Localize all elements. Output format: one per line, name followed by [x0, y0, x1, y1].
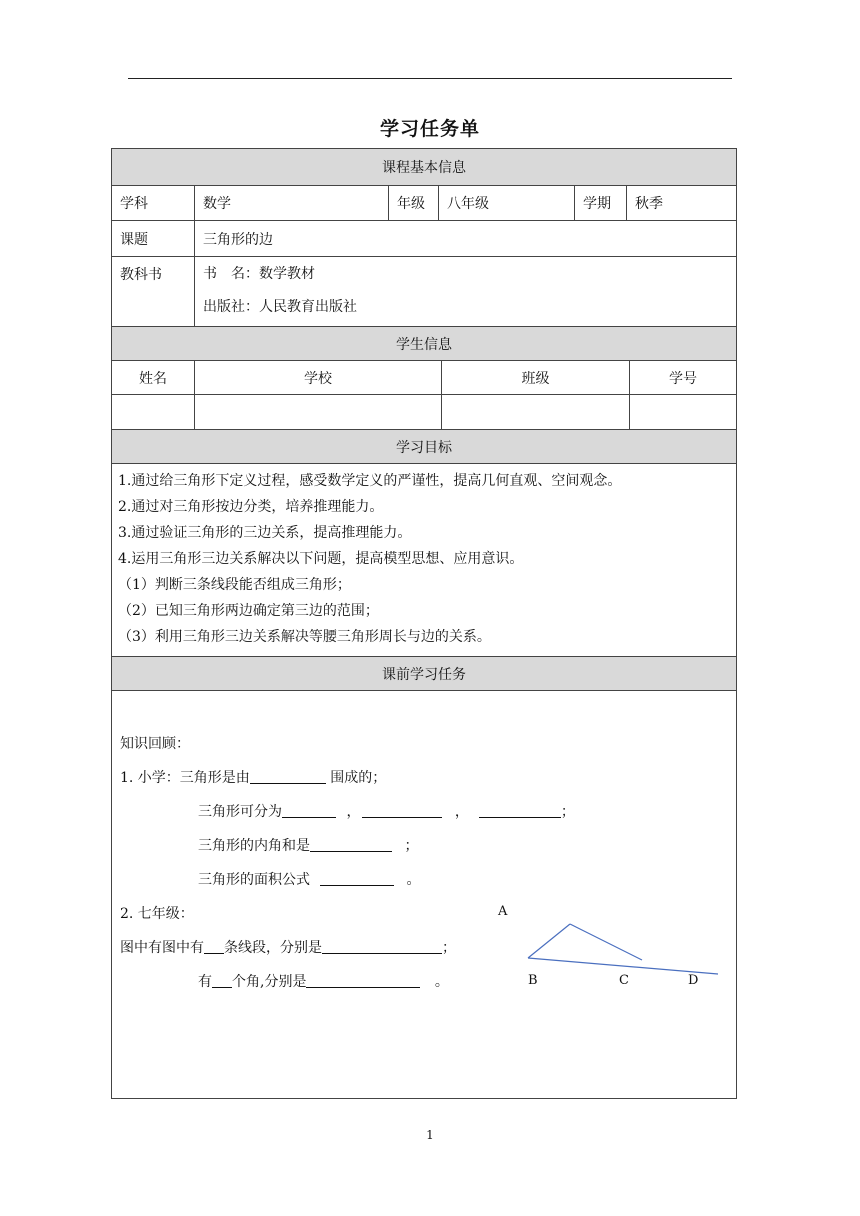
- page-title: 学习任务单: [379, 118, 480, 140]
- triangle-line: [528, 924, 570, 958]
- q1-blank-5[interactable]: [310, 837, 392, 852]
- question-2-line-1: [120, 937, 456, 957]
- baseline-line: [528, 958, 718, 974]
- term-value: 秋季: [626, 186, 736, 220]
- page-number: 1: [426, 1128, 434, 1142]
- subject-label: 学科: [120, 196, 148, 212]
- q2-line2-a: 有: [198, 974, 212, 990]
- q1-line3-end: ；: [404, 838, 419, 854]
- header-rule: [128, 78, 732, 79]
- textbook-publisher: 出版社：人民教育出版社: [203, 299, 357, 315]
- student-id-cell[interactable]: [629, 395, 736, 429]
- objectives-list: [112, 464, 736, 656]
- course-info-header: 课程基本信息: [112, 149, 736, 185]
- point-b-label: B: [528, 973, 538, 988]
- q2-line1-a: 图中有图中有: [120, 940, 204, 956]
- q2-line2-end: 。: [434, 974, 449, 990]
- q1-suffix: 围成的；: [325, 770, 387, 786]
- q2-blank-4[interactable]: [306, 973, 420, 988]
- topic-row: [112, 220, 736, 256]
- objective-item: 3.通过验证三角形的三边关系，提高推理能力。: [118, 525, 412, 541]
- pre-task-body: [112, 690, 736, 1098]
- question-1-line-4: [198, 869, 420, 889]
- q1-blank-2[interactable]: [282, 803, 336, 818]
- objective-sub-item: （3）利用三角形三边关系解决等腰三角形周长与边的关系。: [118, 629, 491, 645]
- grade-label: 年级: [388, 186, 438, 220]
- task-sheet-table: [111, 148, 737, 1099]
- subject-value: 数学: [194, 186, 388, 220]
- q2-blank-3[interactable]: [212, 973, 232, 988]
- q1-sep-1: ，: [346, 804, 361, 820]
- q2-line2-b: 个角,分别是: [232, 974, 307, 990]
- q1-line2-end: ；: [560, 804, 575, 820]
- objectives-header: 学习目标: [112, 429, 736, 463]
- q1-blank-6[interactable]: [320, 871, 394, 886]
- point-a-label: A: [498, 904, 508, 919]
- question-1-line-1: [120, 767, 386, 787]
- textbook-label: 教科书: [120, 267, 162, 283]
- q1-blank-4[interactable]: [479, 803, 561, 818]
- term-label: 学期: [574, 186, 626, 220]
- question-2-prefix: 2. 七年级：: [120, 906, 194, 922]
- triangle-line: [570, 924, 642, 960]
- student-school-cell[interactable]: [194, 395, 441, 429]
- q1-line4-prefix: 三角形的面积公式: [198, 872, 310, 888]
- pre-task-header: 课前学习任务: [112, 656, 736, 690]
- student-class-header: 班级: [441, 361, 629, 394]
- student-school-header: 学校: [194, 361, 441, 394]
- objective-item: 1.通过给三角形下定义过程，感受数学定义的严谨性，提高几何直观、空间观念。: [118, 473, 622, 489]
- q1-line3-prefix: 三角形的内角和是: [198, 838, 310, 854]
- textbook-details: [194, 257, 736, 326]
- q2-blank-2[interactable]: [322, 939, 442, 954]
- q2-line1-end: ；: [442, 940, 456, 956]
- q1-line4-end: 。: [406, 872, 421, 888]
- student-info-header: 学生信息: [112, 326, 736, 360]
- point-d-label: D: [688, 973, 699, 988]
- q1-blank-1[interactable]: [250, 769, 326, 784]
- student-class-cell[interactable]: [441, 395, 629, 429]
- objective-item: 4.运用三角形三边关系解决以下问题，提高模型思想、应用意识。: [118, 551, 524, 567]
- objective-sub-item: （2）已知三角形两边确定第三边的范围；: [118, 603, 379, 619]
- question-2-line-2: [198, 971, 449, 991]
- q1-blank-3[interactable]: [362, 803, 442, 818]
- student-id-header: 学号: [629, 361, 736, 394]
- q2-blank-1[interactable]: [204, 939, 224, 954]
- grade-value: 八年级: [438, 186, 574, 220]
- triangle-figure: [522, 919, 722, 979]
- point-c-label: C: [619, 973, 629, 988]
- textbook-name: 书 名：数学教材: [203, 266, 315, 282]
- topic-label: 课题: [120, 231, 148, 248]
- q1-line2-prefix: 三角形可分为: [198, 804, 282, 820]
- student-name-header: 姓名: [139, 370, 167, 387]
- q2-line1-b: 条线段，分别是: [224, 940, 322, 956]
- course-meta-row: [112, 185, 736, 220]
- q1-prefix: 1. 小学：三角形是由: [120, 770, 250, 786]
- student-name-cell[interactable]: [112, 395, 194, 429]
- student-columns-row: [112, 360, 736, 394]
- objective-item: 2.通过对三角形按边分类，培养推理能力。: [118, 499, 384, 515]
- objectives-body: [112, 463, 736, 656]
- topic-value: 三角形的边: [194, 221, 736, 256]
- textbook-row: [112, 256, 736, 326]
- q1-sep-2: ，: [454, 804, 469, 820]
- objective-sub-item: （1）判断三条线段能否组成三角形；: [118, 577, 351, 593]
- student-values-row: [112, 394, 736, 429]
- review-label: 知识回顾：: [120, 736, 190, 752]
- question-1-line-2: [198, 801, 575, 821]
- question-1-line-3: [198, 835, 418, 855]
